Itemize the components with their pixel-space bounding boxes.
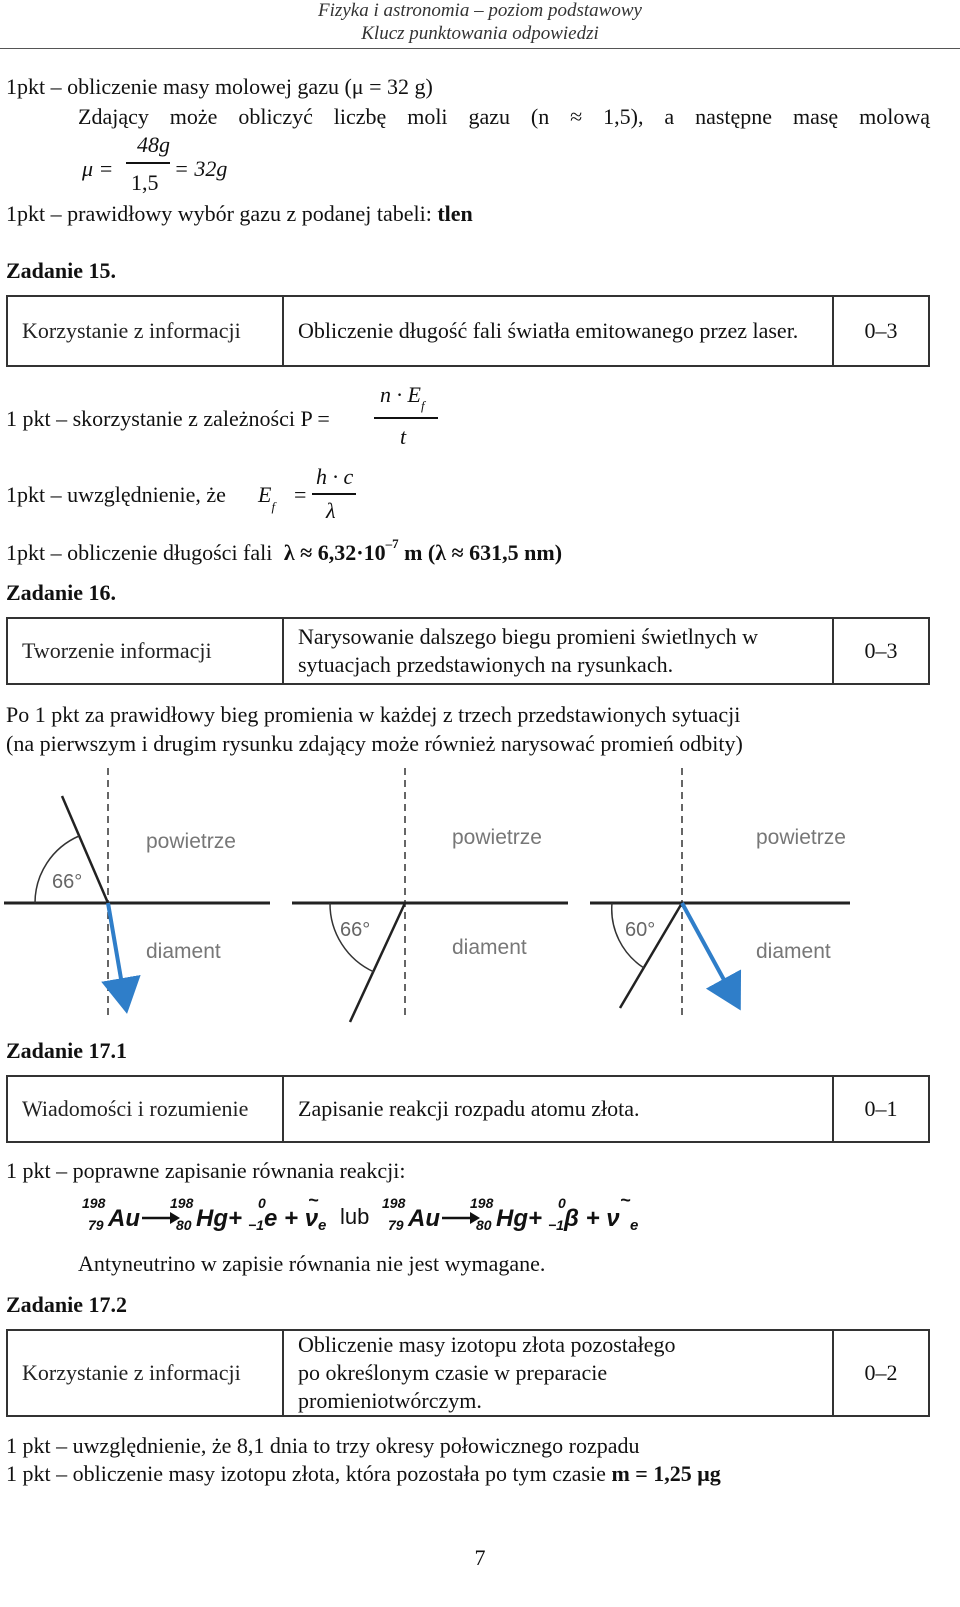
fig1-refracted-ray xyxy=(108,903,125,1002)
z171-requirement: Zapisanie reakcji rozpadu atomu złota. xyxy=(283,1076,833,1142)
svg-text:−1: −1 xyxy=(248,1217,264,1233)
z15-table xyxy=(6,295,930,367)
header-subject: Fizyka i astronomia – poziom podstawowy xyxy=(318,0,642,21)
z171-points: 0–1 xyxy=(833,1076,929,1142)
svg-text:80: 80 xyxy=(176,1217,192,1233)
z16-desc2: (na pierwszym i drugim rysunku zdający może również narysować promień odbity) xyxy=(6,731,743,756)
header-rule xyxy=(0,48,960,49)
z14-line3 xyxy=(6,201,473,227)
z15-p2-sub: f xyxy=(271,499,276,514)
z14-line2: Zdający może obliczyć liczbę moli gazu (n ≈ 1,5), a następne masę molową xyxy=(78,104,930,129)
reaction-equations xyxy=(78,1190,678,1240)
z15-p3-value: λ ≈ 6,32·10 xyxy=(283,540,386,565)
z14-answer: tlen xyxy=(437,201,473,226)
z14-mu: μ = xyxy=(82,156,114,181)
z15-points: 0–3 xyxy=(833,296,929,366)
z15-p3 xyxy=(6,536,563,566)
fig1-bottom-label: diament xyxy=(146,940,221,963)
svg-text:79: 79 xyxy=(88,1217,104,1233)
z15-p1-num-text: n · E xyxy=(380,382,421,407)
z15-p3-result: m (λ ≈ 631,5 nm) xyxy=(404,540,563,565)
svg-text:~: ~ xyxy=(620,1190,631,1210)
z14-den: 1,5 xyxy=(131,170,159,195)
header-key: Klucz punktowania odpowiedzi xyxy=(361,23,599,44)
z172-line1: 1 pkt – uwzględnienie, że 8,1 dnia to trzy okresy połowicznego rozpadu xyxy=(6,1433,640,1458)
svg-text:e: e xyxy=(630,1217,639,1234)
z172-table xyxy=(6,1329,930,1417)
svg-text:e + ν: e + ν xyxy=(264,1205,319,1232)
figure-2 xyxy=(292,768,568,1022)
svg-text:~: ~ xyxy=(308,1190,319,1210)
z171-category: Wiadomości i rozumienie xyxy=(7,1076,283,1142)
z15-p2-lhs xyxy=(258,482,276,514)
page-number: 7 xyxy=(474,1545,486,1570)
z171-line1: 1 pkt – poprawne zapisanie równania reakcji: xyxy=(6,1158,406,1183)
z15-p2: 1pkt – uwzględnienie, że xyxy=(6,482,226,507)
z171-title: Zadanie 17.1 xyxy=(6,1038,128,1063)
fig2-bottom-label: diament xyxy=(452,936,527,959)
svg-text:80: 80 xyxy=(476,1217,492,1233)
svg-text:198: 198 xyxy=(82,1195,106,1211)
z15-p2-num: h · c xyxy=(316,464,354,489)
z16-requirement: Narysowanie dalszego biegu promieni świetlnych w sytuacjach przedstawionych na rysunkach. xyxy=(283,618,833,684)
z14-line1: 1pkt – obliczenie masy molowej gazu (μ = 32 g) xyxy=(6,74,433,99)
z171-note: Antyneutrino w zapisie równania nie jest wymagane. xyxy=(78,1251,546,1276)
z15-p2-lhs-text: E xyxy=(258,482,272,507)
z15-p2-eq: = xyxy=(294,482,307,507)
svg-text:0: 0 xyxy=(558,1195,566,1211)
z15-requirement: Obliczenie długość fali światła emitowanego przez laser. xyxy=(283,296,833,366)
svg-text:0: 0 xyxy=(258,1195,266,1211)
z14-line3-text: 1pkt – prawidłowy wybór gazu z podanej tabeli: xyxy=(6,201,432,226)
svg-text:Au: Au xyxy=(408,1205,440,1232)
svg-text:Hg+: Hg+ xyxy=(196,1205,243,1232)
z14-num: 48g xyxy=(137,132,170,157)
z172-points: 0–2 xyxy=(833,1330,929,1416)
svg-text:Au: Au xyxy=(108,1205,140,1232)
fig2-angle-label: 66° xyxy=(340,919,371,941)
z14-fraction-bar xyxy=(126,162,170,164)
z16-points: 0–3 xyxy=(833,618,929,684)
fig3-reflected-ray xyxy=(682,903,735,1000)
z171-table xyxy=(6,1075,930,1143)
z172-title: Zadanie 17.2 xyxy=(6,1292,128,1317)
z15-p1: 1 pkt – skorzystanie z zależności P = xyxy=(6,406,330,431)
svg-text:β + ν: β + ν xyxy=(564,1205,620,1232)
svg-text:−1: −1 xyxy=(548,1217,564,1233)
z172-requirement xyxy=(283,1330,833,1416)
z172-category: Korzystanie z informacji xyxy=(7,1330,283,1416)
z172-answer: m = 1,25 μg xyxy=(611,1461,721,1486)
svg-text:e: e xyxy=(318,1217,327,1234)
z15-p1-sub: f xyxy=(420,398,425,413)
z172-req-line3: promieniotwórczym. xyxy=(298,1388,482,1413)
z15-p2-den: λ xyxy=(326,498,336,523)
z15-category: Korzystanie z informacji xyxy=(7,296,283,366)
z172-line2 xyxy=(6,1461,721,1487)
svg-text:198: 198 xyxy=(470,1195,494,1211)
refraction-figures xyxy=(0,760,960,1030)
z15-p2-fraction-bar xyxy=(312,493,356,495)
fig1-top-label: powietrze xyxy=(146,830,236,853)
z16-title: Zadanie 16. xyxy=(6,580,117,605)
figure-1 xyxy=(4,768,270,1020)
z172-req-line2: po określonym czasie w preparacie xyxy=(298,1360,608,1385)
z15-title: Zadanie 15. xyxy=(6,258,117,283)
z172-req-line1: Obliczenie masy izotopu złota pozostałego xyxy=(298,1332,676,1357)
fig3-top-label: powietrze xyxy=(756,826,846,849)
z14-eq: = 32g xyxy=(174,156,228,181)
z15-p1-den: t xyxy=(400,424,407,449)
z172-line2-text: 1 pkt – obliczenie masy izotopu złota, która pozostała po tym czasie xyxy=(6,1461,606,1486)
z16-desc1: Po 1 pkt za prawidłowy bieg promienia w każdej z trzech przedstawionych sytuacji xyxy=(6,702,741,727)
fig1-angle-label: 66° xyxy=(52,871,83,893)
z15-p3-text: 1pkt – obliczenie długości fali xyxy=(6,540,273,565)
fig3-bottom-label: diament xyxy=(756,940,831,963)
lub-text: lub xyxy=(340,1204,370,1229)
fig2-top-label: powietrze xyxy=(452,826,542,849)
svg-text:198: 198 xyxy=(170,1195,194,1211)
z16-category: Tworzenie informacji xyxy=(7,618,283,684)
svg-text:79: 79 xyxy=(388,1217,404,1233)
z15-p1-num xyxy=(380,382,425,413)
z15-p3-exp: –7 xyxy=(385,536,399,551)
z16-table xyxy=(6,617,930,685)
z15-p1-fraction-bar xyxy=(374,417,438,419)
figure-3 xyxy=(590,768,850,1020)
fig3-angle-label: 60° xyxy=(625,919,656,941)
svg-text:198: 198 xyxy=(382,1195,406,1211)
svg-text:Hg+: Hg+ xyxy=(496,1205,543,1232)
